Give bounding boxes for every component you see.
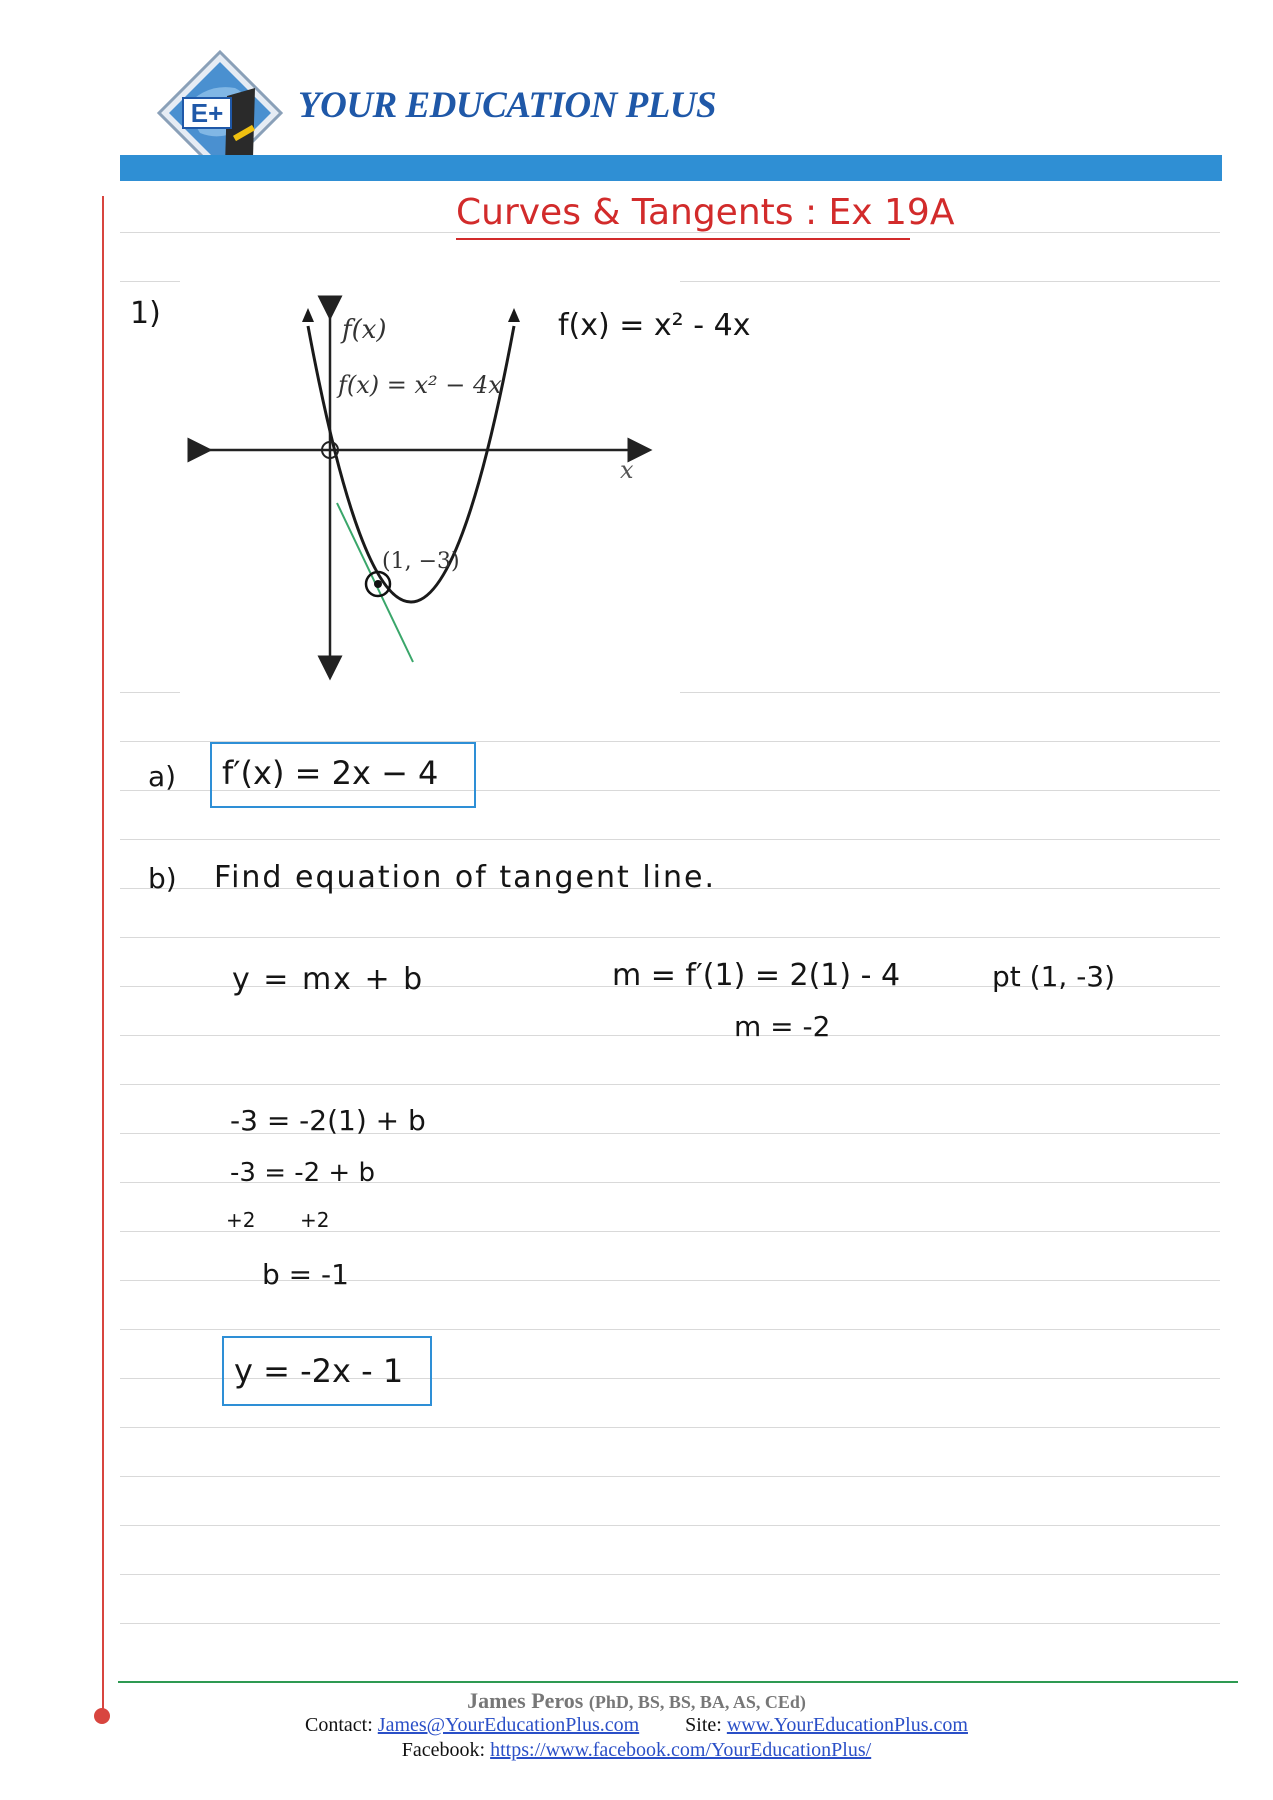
footer-line [118, 1681, 1238, 1683]
contact-line [0, 1714, 1273, 1737]
tangent-point-text: pt (1, -3) [992, 960, 1116, 993]
slope-calculation: m = f′(1) = 2(1) - 4 [612, 958, 901, 993]
part-b-label: b) [148, 862, 177, 895]
curve-label: f(x) = x² − 4x [338, 371, 502, 399]
site-label: Site: [685, 1714, 722, 1736]
part-a-answer: f′(x) = 2x − 4 [222, 754, 439, 792]
y-axis-label: f(x) [342, 315, 387, 345]
logo-text: E+ [190, 98, 224, 128]
author-name: James Peros [467, 1688, 584, 1713]
x-axis-label: x [620, 456, 634, 484]
header-bar [120, 155, 1222, 181]
step-4: b = -1 [262, 1258, 349, 1291]
title-underline [456, 238, 910, 240]
final-answer-box [222, 1336, 432, 1406]
step-3: +2 +2 [226, 1208, 330, 1232]
facebook-link[interactable]: https://www.facebook.com/YourEducationPlus/ [490, 1739, 872, 1761]
part-a-label: a) [148, 760, 177, 793]
tangent-point [374, 580, 382, 588]
final-answer: y = -2x - 1 [234, 1352, 404, 1390]
step-1: -3 = -2(1) + b [230, 1104, 426, 1137]
step-2: -3 = -2 + b [230, 1158, 375, 1188]
facebook-line [0, 1739, 1273, 1762]
author-line [0, 1688, 1273, 1714]
part-b-prompt: Find equation of tangent line. [214, 860, 717, 895]
margin-line [102, 196, 104, 1716]
point-label: (1, −3) [382, 549, 460, 574]
general-line-form: y = mx + b [232, 962, 425, 997]
author-credentials: (PhD, BS, BS, BA, AS, CEd) [588, 1692, 806, 1712]
brand-name: YOUR EDUCATION PLUS [298, 85, 717, 126]
problem-number: 1) [130, 296, 161, 331]
part-a-answer-box [210, 742, 476, 808]
page-title: Curves & Tangents : Ex 19A [456, 192, 955, 233]
site-link[interactable]: www.YourEducationPlus.com [726, 1714, 968, 1736]
slope-result: m = -2 [734, 1010, 831, 1043]
facebook-label: Facebook: [401, 1739, 486, 1761]
function-definition: f(x) = x² - 4x [558, 308, 751, 343]
contact-label: Contact: [305, 1714, 373, 1736]
email-link[interactable]: James@YourEducationPlus.com [377, 1714, 640, 1736]
